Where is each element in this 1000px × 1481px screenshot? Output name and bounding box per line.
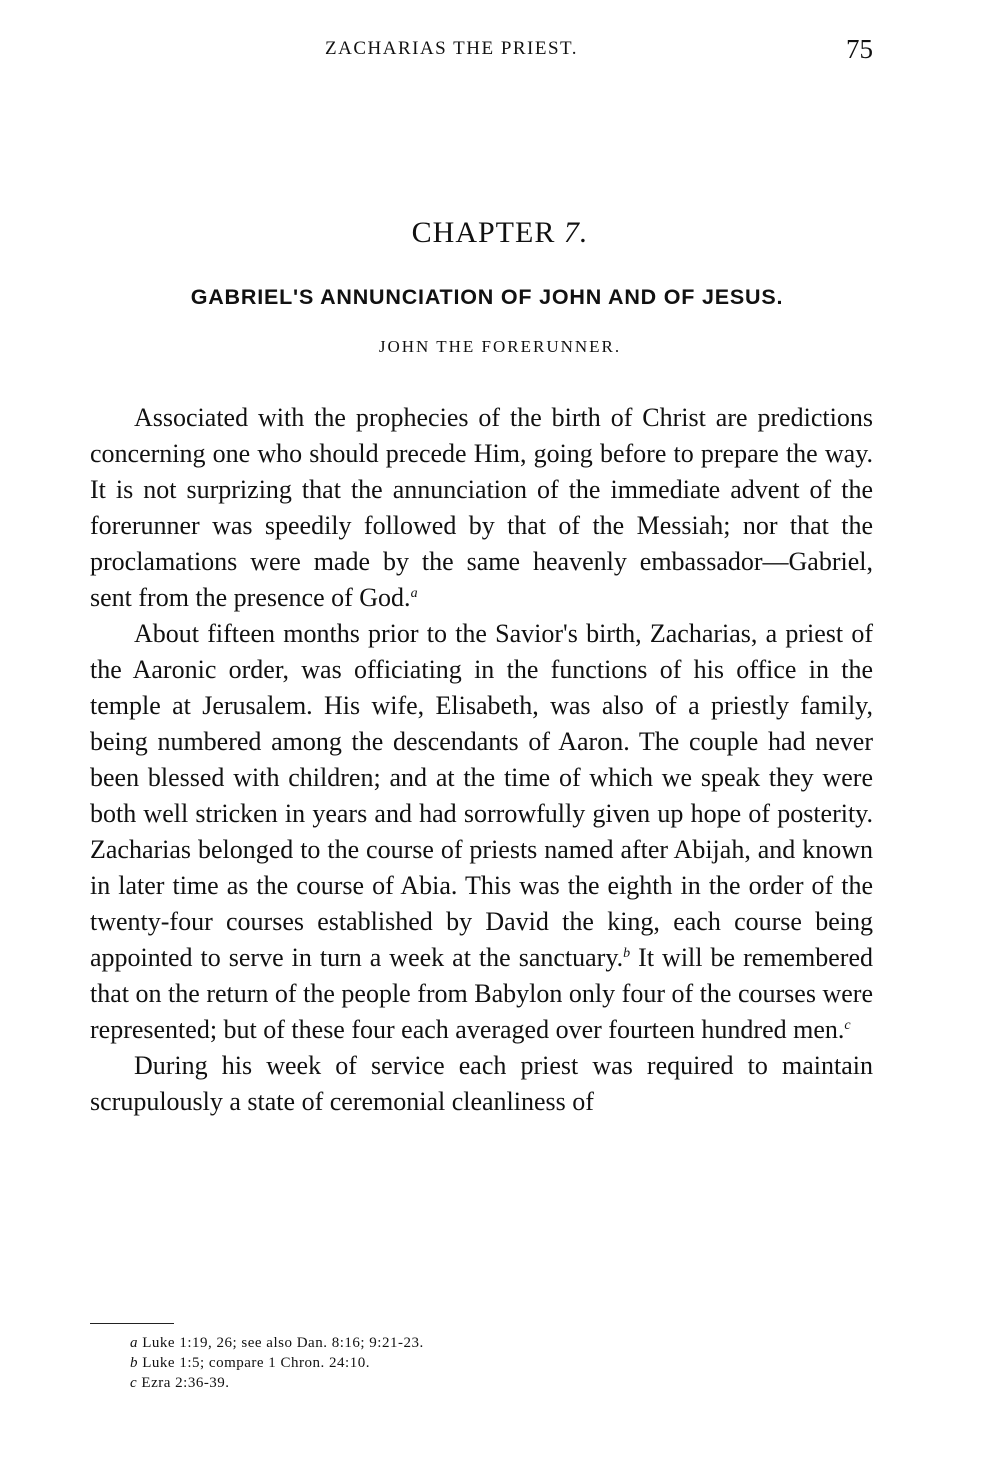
paragraph <box>90 400 873 616</box>
footnote-rule <box>90 1323 174 1324</box>
running-title: ZACHARIAS THE PRIEST. <box>325 38 579 59</box>
footnote-marker: a <box>130 1335 138 1351</box>
paragraph-text: During his week of service each priest was required to maintain scrupulously a state of ceremonial cleanliness of <box>90 1051 873 1116</box>
footnote-text: Ezra 2:36-39. <box>141 1375 230 1391</box>
chapter-title: GABRIEL'S ANNUNCIATION OF JOHN AND OF JESUS. <box>190 285 784 309</box>
body-text <box>90 400 873 1120</box>
chapter-label: CHAPTER <box>411 216 556 249</box>
footnote-marker: c <box>130 1375 138 1391</box>
footnote <box>130 1373 830 1393</box>
footnote <box>130 1353 830 1373</box>
paragraph-text: About fifteen months prior to the Savior's birth, Zacharias, a priest of the Aaronic order, was officiating in the functions of his office in the temple at Jerusalem. His wife, Elisabeth, was also of a priestly family, being numbered among the descendants of Aaron. The couple had never been blessed with children; and at the time of which we speak they were both well stricken in years and had sorrowfully given up hope of posterity. Zacharias belonged to the course of priests named after Abijah, and known in later time as the course of Abia. This was the eighth in the order of the twenty-four courses established by David the king, each course being appointed to serve in turn a week at the sanctuary. <box>90 619 873 972</box>
paragraph-text: It will be remembered that on the return of the people from Babylon only four of the courses were represented; but of these four each averaged over fourteen hundred men. <box>90 943 873 1044</box>
page-number: 75 <box>846 34 873 64</box>
footnote-text: Luke 1:19, 26; see also Dan. 8:16; 9:21-23. <box>142 1335 424 1351</box>
paragraph-text: Associated with the prophecies of the birth of Christ are predictions concerning one who should precede Him, going before to prepare the way. It is not surprizing that the annunciation of the immediate advent of the forerunner was speedily followed by that of the Messiah; nor that the proclamations were made by the same heavenly embassador—Gabriel, sent from the presence of God. <box>90 403 873 612</box>
footnote-reference: c <box>844 1018 851 1033</box>
footnote-reference: b <box>623 946 631 961</box>
paragraph <box>90 616 873 1048</box>
chapter-heading <box>0 216 1000 250</box>
chapter-subtitle: JOHN THE FORERUNNER. <box>378 337 622 356</box>
footnote-reference: a <box>410 586 418 601</box>
paragraph <box>90 1048 873 1120</box>
footnote-text: Luke 1:5; compare 1 Chron. 24:10. <box>142 1355 370 1371</box>
chapter-number: 7. <box>563 216 589 249</box>
footnotes <box>130 1333 830 1393</box>
running-header <box>0 34 1000 68</box>
footnote-marker: b <box>130 1355 138 1371</box>
footnote <box>130 1333 830 1353</box>
